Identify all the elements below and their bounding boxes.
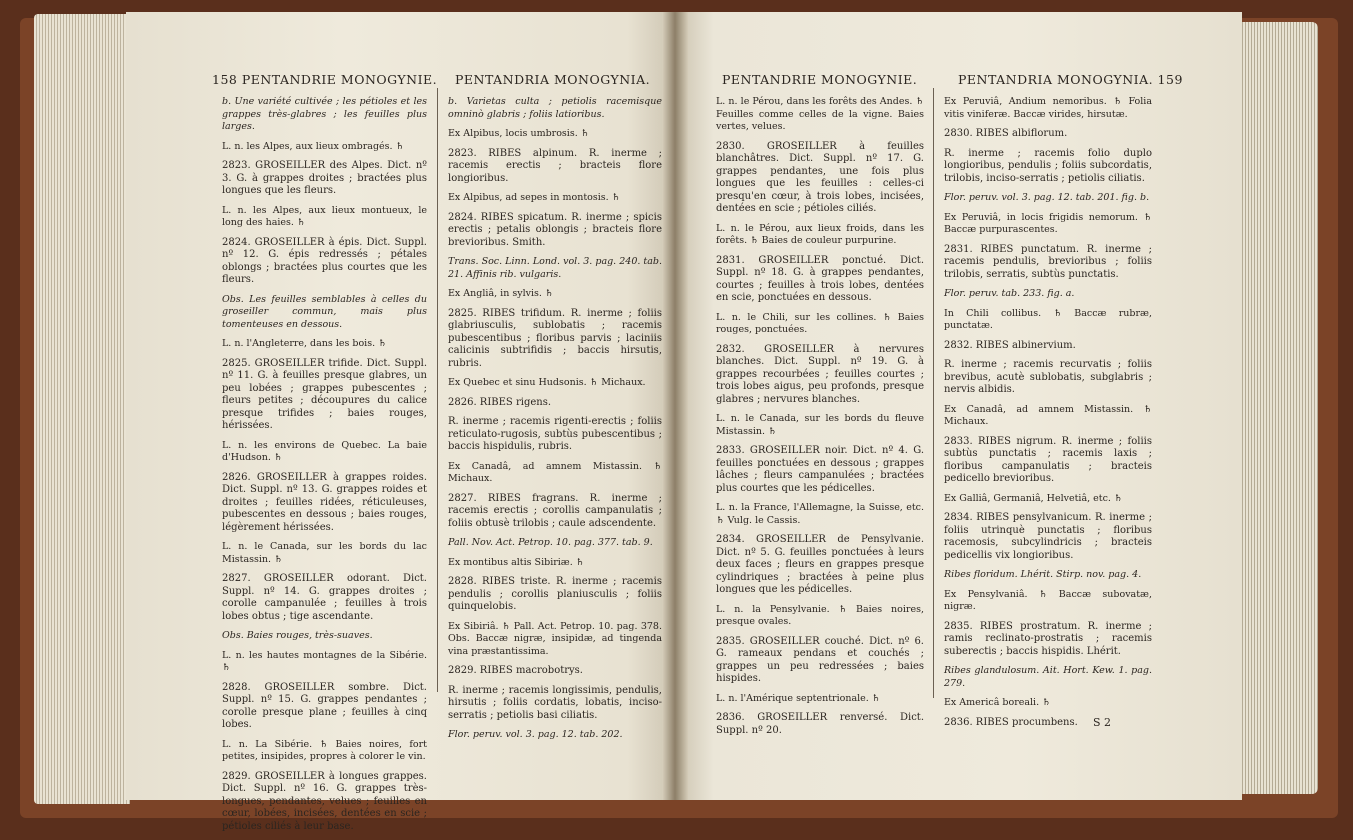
text-paragraph: Ex montibus altis Sibiriæ. ♄: [448, 556, 585, 568]
text-paragraph: Ribes floridum. Lhérit. Stirp. nov. pag. 4.: [944, 569, 1142, 580]
text-paragraph: L. n. les Alpes, aux lieux ombragés. ♄: [222, 140, 405, 152]
text-paragraph: L. n. le Pérou, aux lieux froids, dans les forêts. ♄ Baies de couleur purpurine.: [716, 222, 924, 246]
left-column-rule: [437, 88, 438, 692]
page-signature: S 2: [1093, 716, 1112, 729]
text-paragraph: 2829. RIBES macrobotrys.: [448, 665, 583, 676]
text-paragraph: Ex Alpibus, locis umbrosis. ♄: [448, 128, 590, 139]
left-page-header: 158 PENTANDRIE MONOGYNIE.: [212, 72, 438, 87]
right-page-edges: [1240, 22, 1318, 794]
text-paragraph: Pall. Nov. Act. Petrop. 10. pag. 377. tab. 9.: [448, 537, 653, 548]
left-page-edges: [34, 14, 130, 804]
text-paragraph: 2825. GROSEILLER trifide. Dict. Suppl. nº 11. G. à feuilles presque glabres, un peu lobées ; grappes pubescentes ; fleurs petites ; découpures du calice presque trifides ; baies rouges, hérissées.: [222, 357, 427, 431]
text-paragraph: L. n. les environs de Quebec. La baie d'Hudson. ♄: [222, 439, 427, 463]
text-paragraph: R. inerme ; racemis longissimis, pendulis, hirsutis ; foliis cordatis, lobatis, inciso-serratis ; petiolis basi ciliatis.: [448, 684, 662, 721]
text-paragraph: 2828. GROSEILLER sombre. Dict. Suppl. nº 15. G. grappes pendantes ; corolle presque plane ; feuilles à cinq lobes.: [222, 681, 427, 730]
text-paragraph: L. n. la Pensylvanie. ♄ Baies noires, presque ovales.: [716, 603, 924, 627]
column-french-right: [716, 96, 924, 744]
text-paragraph: Flor. peruv. vol. 3. pag. 12. tab. 202.: [448, 729, 623, 740]
text-paragraph: 2831. GROSEILLER ponctué. Dict. Suppl. nº 18. G. à grappes pendantes, courtes ; feuilles à trois lobes, dentées en scie, ponctuées en dessous.: [716, 254, 924, 303]
text-paragraph: L. n. l'Angleterre, dans les bois. ♄: [222, 338, 387, 349]
text-paragraph: Ex Pensylvaniâ. ♄ Baccæ subovatæ, nigræ.: [944, 588, 1152, 612]
text-paragraph: 2831. RIBES punctatum. R. inerme ; racemis pendulis, brevioribus ; foliis trilobis, serratis, subtùs punctatis.: [944, 243, 1152, 280]
text-paragraph: L. n. le Canada, sur les bords du fleuve Mistassin. ♄: [716, 413, 924, 437]
left-page-header-latin: PENTANDRIA MONOGYNIA.: [455, 72, 651, 87]
text-paragraph: Ex Canadâ, ad amnem Mistassin. ♄ Michaux.: [944, 403, 1152, 427]
text-paragraph: Flor. peruv. tab. 233. fig. a.: [944, 288, 1075, 299]
text-paragraph: b. Varietas culta ; petiolis racemisque omninò glabris ; foliis latioribus.: [448, 96, 662, 120]
text-paragraph: Ex Sibiriâ. ♄ Pall. Act. Petrop. 10. pag. 378. Obs. Baccæ nigræ, insipidæ, ad tingenda vina præstantissima.: [448, 620, 662, 657]
text-paragraph: 2828. RIBES triste. R. inerme ; racemis pendulis ; corollis planiusculis ; foliis quinquelobis.: [448, 576, 662, 612]
text-paragraph: 2833. RIBES nigrum. R. inerme ; foliis subtùs punctatis ; racemis laxis ; floribus campanulatis ; bracteis pedicello brevioribus.: [944, 435, 1152, 484]
text-paragraph: 2835. RIBES prostratum. R. inerme ; ramis reclinato-prostratis ; racemis suberectis ; baccis hispidis. Lhérit.: [944, 620, 1152, 657]
text-paragraph: 2823. GROSEILLER des Alpes. Dict. nº 3. G. à grappes droites ; bractées plus longues que les fleurs.: [222, 160, 427, 196]
text-paragraph: Ex Quebec et sinu Hudsonis. ♄ Michaux.: [448, 377, 646, 388]
column-latin-right: [944, 96, 1152, 736]
text-paragraph: 2827. RIBES fragrans. R. inerme ; racemis erectis ; corollis campanulatis ; foliis obtusè trilobis ; caule adscendente.: [448, 492, 662, 529]
text-paragraph: Obs. Les feuilles semblables à celles du groseiller commun, mais plus tomenteuses en dessous.: [222, 293, 427, 330]
text-paragraph: Trans. Soc. Linn. Lond. vol. 3. pag. 240. tab. 21. Affinis rib. vulgaris.: [448, 256, 662, 280]
text-paragraph: 2823. RIBES alpinum. R. inerme ; racemis erectis ; bracteis flore longioribus.: [448, 147, 662, 184]
book-gutter: [662, 12, 688, 800]
text-paragraph: 2836. RIBES procumbens.: [944, 716, 1078, 728]
right-column-rule: [933, 88, 934, 698]
column-french-left: [222, 96, 427, 840]
text-paragraph: Ex Canadâ, ad amnem Mistassin. ♄ Michaux.: [448, 460, 662, 484]
text-paragraph: 2824. GROSEILLER à épis. Dict. Suppl. nº 12. G. épis redressés ; pétales oblongs ; bractées plus courtes que les fleurs.: [222, 236, 427, 285]
text-paragraph: 2830. GROSEILLER à feuilles blanchâtres. Dict. Suppl. nº 17. G. grappes pendantes, une fois plus longues que les feuilles : celles-ci presqu'en cœur, à trois lobes, incisées, dentées en scie ; pétioles ciliés.: [716, 140, 924, 214]
text-paragraph: Ex Galliâ, Germaniâ, Helvetiâ, etc. ♄: [944, 492, 1123, 504]
column-latin-left: [448, 96, 662, 749]
text-paragraph: Flor. peruv. vol. 3. pag. 12. tab. 201. fig. b.: [944, 192, 1150, 203]
text-paragraph: L. n. le Chili, sur les collines. ♄ Baies rouges, ponctuées.: [716, 311, 924, 335]
text-paragraph: Ex Angliâ, in sylvis. ♄: [448, 288, 554, 299]
text-paragraph: R. inerme ; racemis recurvatis ; foliis brevibus, acutè sublobatis, subglabris ; nervis albidis.: [944, 359, 1152, 395]
text-paragraph: L. n. la France, l'Allemagne, la Suisse, etc. ♄ Vulg. le Cassis.: [716, 502, 924, 526]
text-paragraph: R. inerme ; racemis rigenti-erectis ; foliis reticulato-rugosis, subtùs pubescentibus ; baccis hispidulis, rubris.: [448, 416, 662, 452]
text-paragraph: L. n. les hautes montagnes de la Sibérie. ♄: [222, 649, 427, 673]
text-paragraph: Ex Alpibus, ad sepes in montosis. ♄: [448, 192, 621, 203]
text-paragraph: L. n. La Sibérie. ♄ Baies noires, fort petites, insipides, propres à colorer le vin.: [222, 738, 427, 762]
text-paragraph: 2826. RIBES rigens.: [448, 396, 552, 408]
text-paragraph: b. Une variété cultivée ; les pétioles et les grappes très-glabres ; les feuilles plus larges.: [222, 96, 427, 132]
text-paragraph: 2832. GROSEILLER à nervures blanches. Dict. Suppl. nº 19. G. à grappes recourbées ; feuilles courtes ; trois lobes aigus, peu profonds, presque glabres ; nervures blanches.: [716, 343, 924, 405]
text-paragraph: 2834. GROSEILLER de Pensylvanie. Dict. nº 5. G. feuilles ponctuées à leurs deux faces ; fleurs en grappes presque cylindriques ; bractées à peine plus longues que les pédicelles.: [716, 534, 924, 595]
text-paragraph: L. n. le Canada, sur les bords du lac Mistassin. ♄: [222, 541, 427, 565]
text-paragraph: Ex Peruviâ, Andium nemoribus. ♄ Folia vitis viniferæ. Baccæ virides, hirsutæ.: [944, 96, 1152, 120]
text-paragraph: 2836. GROSEILLER renversé. Dict. Suppl. nº 20.: [716, 712, 924, 736]
text-paragraph: 2826. GROSEILLER à grappes roides. Dict. Suppl. nº 13. G. grappes roides et droites ; feuilles ridées, réticuleuses, pubescentes en dessous ; baies rouges, légèrement hérissées.: [222, 471, 427, 533]
text-paragraph: 2825. RIBES trifidum. R. inerme ; foliis glabriusculis, sublobatis ; racemis pubescentibus ; floribus parvis ; laciniis calicinis subtrifidis ; baccis hirsutis, rubris.: [448, 307, 662, 369]
right-page-header: PENTANDRIE MONOGYNIE.: [722, 72, 918, 87]
text-paragraph: 2834. RIBES pensylvanicum. R. inerme ; foliis utrinquè punctatis ; floribus racemosis, subcylindricis ; bracteis pedicellis vix longioribus.: [944, 512, 1152, 561]
text-paragraph: In Chili collibus. ♄ Baccæ rubræ, punctatæ.: [944, 307, 1152, 331]
text-paragraph: 2829. GROSEILLER à longues grappes. Dict. Suppl. nº 16. G. grappes très-longues, pendantes, velues ; feuilles en cœur, lobées, incisées, dentées en scie ; pétioles ciliés à leur base.: [222, 770, 427, 832]
text-paragraph: Ribes glandulosum. Ait. Hort. Kew. 1. pag. 279.: [944, 665, 1152, 689]
text-paragraph: 2835. GROSEILLER couché. Dict. nº 6. G. rameaux pendans et couchés ; grappes un peu redressées ; baies hispides.: [716, 635, 924, 684]
text-paragraph: L. n. le Pérou, dans les forêts des Andes. ♄ Feuilles comme celles de la vigne. Baies vertes, velues.: [716, 96, 924, 132]
text-paragraph: Ex Americâ boreali. ♄: [944, 697, 1051, 708]
text-paragraph: 2832. RIBES albinervium.: [944, 339, 1076, 351]
text-paragraph: 2830. RIBES albiflorum.: [944, 128, 1068, 139]
text-paragraph: L. n. l'Amérique septentrionale. ♄: [716, 692, 881, 704]
text-paragraph: 2833. GROSEILLER noir. Dict. nº 4. G. feuilles ponctuées en dessous ; grappes lâches ; fleurs campanulées ; bractées plus courtes que les pédicelles.: [716, 445, 924, 494]
text-paragraph: 2824. RIBES spicatum. R. inerme ; spicis erectis ; petalis oblongis ; bracteis flore brevioribus. Smith.: [448, 211, 662, 248]
text-paragraph: L. n. les Alpes, aux lieux montueux, le long des haies. ♄: [222, 204, 427, 228]
text-paragraph: Ex Peruviâ, in locis frigidis nemorum. ♄ Baccæ purpurascentes.: [944, 211, 1152, 235]
right-page-header-latin: PENTANDRIA MONOGYNIA. 159: [958, 72, 1183, 87]
text-paragraph: R. inerme ; racemis folio duplo longioribus, pendulis ; foliis subcordatis, trilobis, inciso-serratis ; petiolis ciliatis.: [944, 147, 1152, 184]
text-paragraph: Obs. Baies rouges, très-suaves.: [222, 630, 373, 641]
text-paragraph: 2827. GROSEILLER odorant. Dict. Suppl. nº 14. G. grappes droites ; corolle campanulée ; feuilles à trois lobes obtus ; tige ascendante.: [222, 573, 427, 622]
